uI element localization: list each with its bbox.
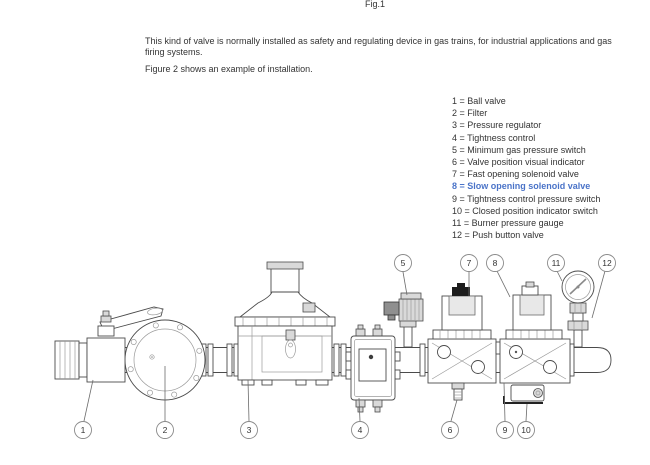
pressure-regulator [235,262,335,385]
callout-5 [395,255,412,272]
callout-4 [352,422,369,439]
body-paragraph: This kind of valve is normally installed as safety and regulating device in gas trains, for industrial applications and gas firing systems. [145,36,612,57]
closed-position-switch [504,385,544,403]
callout-3-label: 3 [246,425,252,436]
callout-12-label: 12 [602,258,612,269]
callout-10 [518,422,535,439]
legend-item-2: 2 = Filter [452,108,488,119]
callout-1 [75,422,92,439]
legend-item-10: 10 = Closed position indicator switch [452,205,598,216]
fast-solenoid-valve [428,283,496,400]
callout-5-label: 5 [400,258,406,269]
callout-6 [442,422,459,439]
callout-11 [548,255,565,272]
legend-item-8: 8 = Slow opening solenoid valve [452,181,591,192]
figure2-paragraph: Figure 2 shows an example of installation. [145,64,313,74]
legend-item-4: 4 = Tightness control [452,132,536,143]
legend-item-5: 5 = Minimum gas pressure switch [452,144,586,155]
tightness-control [346,325,400,412]
position-indicator [452,383,464,400]
callout-6-label: 6 [447,425,453,436]
legend-item-7: 7 = Fast opening solenoid valve [452,169,579,180]
legend-item-9: 9 = Tightness control pressure switch [452,193,601,204]
callout-9 [497,422,514,439]
callout-8 [487,255,504,272]
legend-item-6: 6 = Valve position visual indicator [452,157,585,168]
legend-item-1: 1 = Ball valve [452,96,506,106]
callout-2 [157,422,174,439]
callout-9-label: 9 [502,425,508,436]
legend-item-3: 3 = Pressure regulator [452,120,542,131]
callout-3 [241,422,258,439]
gas-train-diagram [0,250,650,450]
callout-7-label: 7 [466,258,472,269]
callout-2-label: 2 [162,425,168,436]
callout-11-label: 11 [551,258,561,269]
figure-caption: Fig.1 [364,0,385,9]
legend-item-11: 11 = Burner pressure gauge [452,218,564,229]
slow-solenoid-valve [496,282,570,403]
callout-4-label: 4 [357,425,363,436]
legend-item-12: 12 = Push button valve [452,230,544,241]
pressure-gauge [562,271,594,347]
component-legend [452,95,600,241]
callout-12 [599,255,616,272]
callout-8-label: 8 [492,258,498,269]
callout-7 [461,255,478,272]
callout-1-label: 1 [80,425,86,436]
callout-10-label: 10 [521,425,531,436]
